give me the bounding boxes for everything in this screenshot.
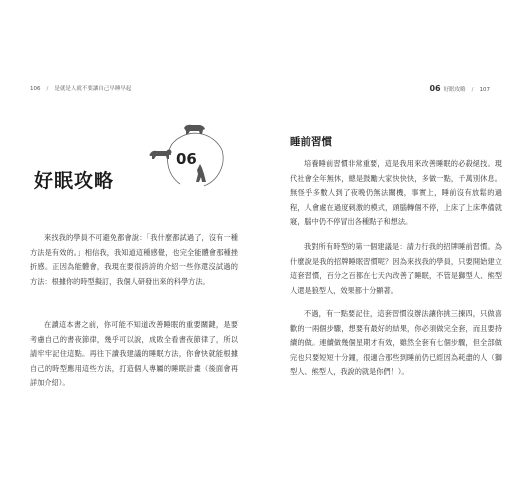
left-running-title: 是就是人就不要讓自己早睡早起 xyxy=(54,86,132,92)
right-paragraph-3: 不過，有一點要記住，這套習慣沒辦法讓你挑三揀四，只做喜歡的一兩個步驟，想要有最好的結果，你必須做完全套，而且要持續的做。連續做幾個星期才有效，雖然全套有七個步驟，但全部做完也只要短短十分鐘，很適合那些到睡前仍已經因為耗盡的人（獅型人、熊型人，我說的就是你們！）。 xyxy=(290,309,502,377)
right-paragraph-1: 培養睡前習慣非常重要，這是我用來改善睡眠的必殺絕技。現代社會全年無休，總是鼓勵大家快快快，多做一點，千萬別休息。無怪乎多數人到了夜晚仍無法關機，事實上，睡前沒有放鬆的過程，人會處在過度刺激的模式，頭腦轉個不停，上床了上床準備就寢，腦中仍不停冒出各種點子和想法。 xyxy=(290,159,502,227)
left-paragraph-1: 來找我的學員不可避免都會說：「我什麼都試過了，沒有一種方法是有效的。」相信我，我知道這種感覺，也完全能體會那種挫折感。正因為能體會，我現在要很誇誇的介紹一些你還沒試過的方法：根據你的時型擬訂，我個人研發出來的科學方法。 xyxy=(30,233,238,286)
right-page xyxy=(260,0,520,500)
left-paragraph-2: 在讀這本書之前，你可能不知道改善睡眠的重要關鍵，是要考慮自己的書夜節律，幾乎可以說，成敗全看書夜節律了，所以請牢牢記住這點。再往下讀我建議的睡眠方法，你會快就能根據自己的時型應用這些方法，打造個人專屬的睡眠計畫（後面會再詳加介紹）。 xyxy=(30,320,238,388)
chapter-number: 06 xyxy=(176,150,197,168)
chapter-title: 好眠攻略 xyxy=(34,170,115,192)
wolf-icon xyxy=(196,164,206,182)
chapter-arc-right xyxy=(204,150,223,186)
left-running-header: 106 / 是就是人就不要讓自己早睡早起 xyxy=(30,86,132,92)
right-running-header: 06 好眠攻略 / 107 xyxy=(429,84,490,93)
bear-icon xyxy=(184,125,205,134)
section-heading: 睡前習慣 xyxy=(290,136,332,148)
right-running-title: 好眠攻略 xyxy=(443,87,466,93)
right-paragraph-2: 我對所有時型的第一個建議是：請力行我的招牌睡前習慣。為什麼說是我的招牌睡眠習慣呢？因為來找我的學員，只要開始建立這套習慣，百分之百都在七天內改善了睡眠，不管是獅型人、熊型人還是狼型人，效果都十分顯著。 xyxy=(290,242,502,295)
chapter-arc-top xyxy=(172,133,222,150)
lion-icon xyxy=(149,150,171,160)
right-page-number: 107 xyxy=(479,87,490,93)
left-page-number: 106 xyxy=(30,86,41,92)
right-running-chapter-number: 06 xyxy=(429,84,441,93)
